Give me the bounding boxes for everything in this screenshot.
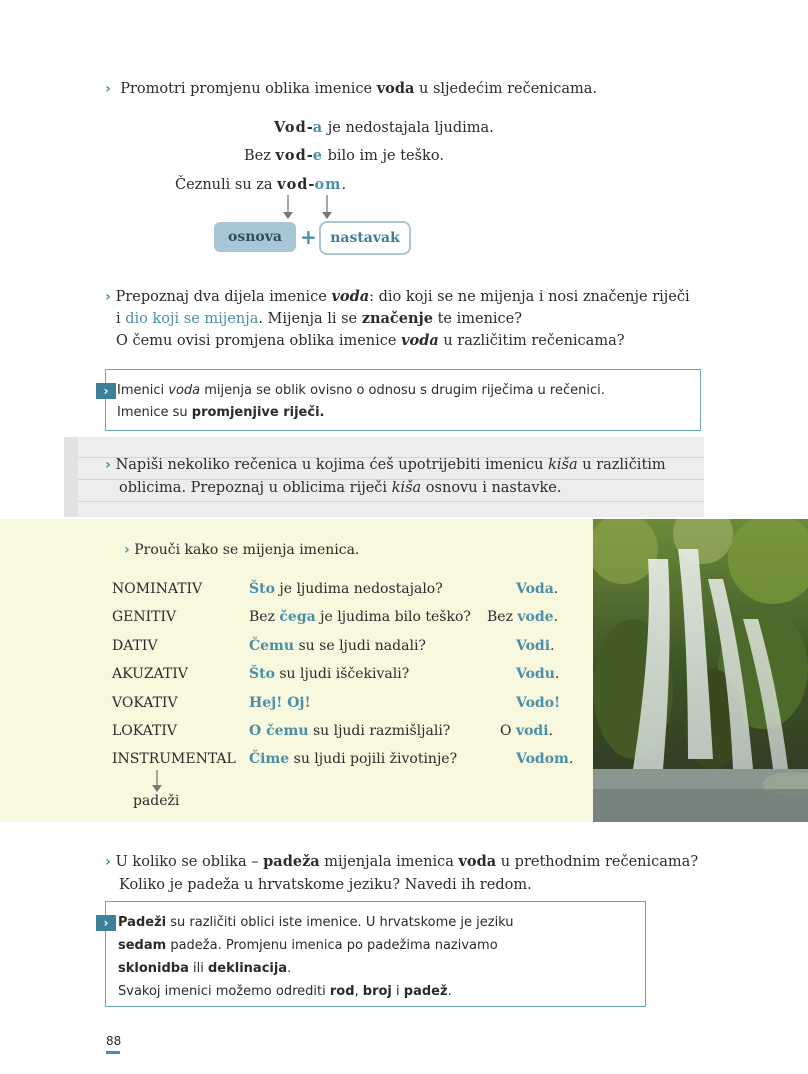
- note-text: .: [287, 961, 292, 976]
- answer-word: Vodom: [516, 751, 569, 767]
- answer-word: Vodo!: [516, 695, 561, 711]
- note-text: padeža. Promjenu imenica po padežima nazivamo: [166, 938, 498, 953]
- sentence-post: bilo im je teško.: [323, 148, 444, 164]
- question-word: Čime: [249, 751, 290, 767]
- answer-post: .: [568, 751, 574, 767]
- note-text: ili: [188, 961, 208, 976]
- q2-bold: padeža: [263, 853, 320, 870]
- question-word: čega: [279, 609, 316, 625]
- question-text: je ljudima nedostajalo?: [274, 581, 443, 597]
- case-label: NOMINATIV: [112, 581, 203, 597]
- intro-word: voda: [376, 80, 415, 97]
- task-line: osnovu i nastavke.: [421, 480, 562, 496]
- task-text: [105, 454, 666, 500]
- answer-post: .: [553, 609, 559, 625]
- page-number-underline: [106, 1051, 120, 1054]
- example-sentence-2: Bez vod-e bilo im je teško.: [244, 147, 444, 164]
- question-2: [105, 850, 698, 897]
- note-box-2: [105, 901, 646, 1007]
- answer-post: .: [548, 723, 553, 739]
- question-word: Što: [249, 666, 275, 682]
- q2-text: U koliko se oblika –: [115, 854, 264, 870]
- question-text: su ljudi pojili životinje?: [289, 751, 458, 767]
- question-text: su se ljudi nadali?: [294, 638, 426, 654]
- note-text: i: [391, 984, 404, 999]
- note-bold: promjenjive riječi.: [191, 405, 325, 420]
- q1-text: : dio koji se ne mijenja i nosi značenje riječi: [369, 289, 690, 305]
- chevron-icon: ›: [105, 854, 111, 870]
- case-label: GENITIV: [112, 609, 177, 625]
- q1-text: te imenice?: [432, 311, 523, 327]
- task-line: Napiši nekoliko rečenica u kojima ćeš upotrijebiti imenicu: [115, 457, 549, 473]
- answer-word: Vodi: [516, 638, 551, 654]
- q1-word: voda: [331, 288, 370, 305]
- intro-text-end: u sljedećim rečenicama.: [414, 81, 598, 97]
- note-chevron-icon: ›: [96, 383, 116, 399]
- task-word: kiša: [548, 457, 578, 473]
- answer-word: Vodu: [516, 666, 555, 682]
- q2-line-2: Koliko je padeža u hrvatskome jeziku? Navedi ih redom.: [119, 877, 532, 893]
- task-word: kiša: [391, 480, 422, 496]
- answer-pre: Bez: [487, 609, 518, 625]
- sentence-stem: Vod: [274, 119, 307, 136]
- question-pre: Bez: [249, 609, 280, 625]
- sentence-ending: om: [314, 176, 342, 193]
- answer-post: .: [550, 638, 555, 654]
- chevron-icon: ›: [105, 457, 111, 473]
- answer-word: Voda: [516, 581, 554, 597]
- q2-text: u prethodnim rečenicama?: [496, 854, 699, 870]
- note-text: .: [447, 984, 452, 999]
- sentence-stem: vod: [277, 176, 309, 193]
- note-chevron-icon: ›: [96, 915, 116, 931]
- note-bold: broj: [362, 984, 392, 999]
- task-line: oblicima. Prepoznaj u oblicima riječi: [119, 480, 392, 496]
- note-text: Imenici: [117, 383, 169, 398]
- sentence-pre: Bez: [244, 148, 276, 164]
- arrow-head: [322, 212, 332, 219]
- answer-pre: O: [500, 723, 516, 739]
- arrows-graphic: [280, 193, 340, 223]
- question-1: [105, 286, 690, 352]
- case-label: DATIV: [112, 638, 158, 654]
- chevron-icon: ›: [124, 542, 130, 558]
- q1-text: . Mijenja li se: [258, 311, 362, 327]
- case-label: AKUZATIV: [112, 666, 188, 682]
- question-text: su ljudi razmišljali?: [308, 723, 451, 739]
- note-bold: deklinacija: [207, 961, 288, 976]
- case-label: LOKATIV: [112, 723, 177, 739]
- page-number: 88: [106, 1034, 122, 1048]
- chevron-icon: ›: [105, 289, 111, 305]
- ending-pill: nastavak: [319, 221, 411, 255]
- q1-highlight: dio koji se mijenja: [125, 311, 259, 327]
- note-text: Svakoj imenici možemo odrediti: [118, 984, 330, 999]
- question-text: su ljudi iščekivali?: [274, 666, 410, 682]
- sentence-stem: vod: [275, 147, 307, 164]
- q1-text: u različitim rečenicama?: [438, 333, 625, 349]
- arrow-head: [152, 785, 162, 792]
- declension-intro: [124, 542, 359, 558]
- question-word: O čemu: [249, 723, 309, 739]
- task-line: u različitim: [577, 457, 666, 473]
- sentence-post: .: [341, 177, 347, 193]
- note-box-1: [105, 369, 701, 431]
- note-text: su različiti oblici iste imenice. U hrvatskome je jeziku: [166, 915, 514, 930]
- cases-label: padeži: [133, 793, 180, 809]
- question-word: Čemu: [249, 638, 295, 654]
- sentence-ending: a: [312, 119, 324, 136]
- note-text: Imenice su: [117, 405, 192, 420]
- note-bold: padež: [403, 984, 448, 999]
- q1-text: O čemu ovisi promjena oblika imenice: [116, 333, 402, 349]
- note-word: voda: [168, 383, 201, 398]
- intro-line: [105, 80, 597, 97]
- question-word: Hej! Oj!: [249, 695, 311, 711]
- arrow-head: [283, 212, 293, 219]
- q2-text: mijenjala imenica: [319, 854, 459, 870]
- note-bold: sklonidba: [118, 961, 189, 976]
- example-sentence-3: Čeznuli su za vod-om.: [175, 176, 347, 193]
- answer-post: .: [554, 666, 560, 682]
- q2-word: voda: [458, 853, 497, 870]
- example-sentence-1: Vod-a je nedostajala ljudima.: [274, 119, 494, 136]
- sentence-pre: Čeznuli su za: [175, 177, 278, 193]
- note-text: ,: [354, 984, 363, 999]
- note-bold: Padeži: [118, 915, 167, 930]
- q1-word: voda: [401, 332, 439, 349]
- chevron-icon: ›: [105, 81, 111, 97]
- note-bold: rod: [329, 984, 355, 999]
- sentence-post: je nedostajala ljudima.: [323, 120, 494, 136]
- answer-word: vode: [517, 609, 554, 625]
- question-word: Što: [249, 581, 275, 597]
- sentence-ending: e: [312, 147, 324, 164]
- declension-intro-text: Prouči kako se mijenja imenica.: [134, 542, 360, 558]
- stem-pill: osnova: [214, 222, 296, 252]
- answer-word: vodi: [515, 723, 549, 739]
- note-1-text: [117, 380, 605, 424]
- question-text: je ljudima bilo teško?: [315, 609, 471, 625]
- plus-sign: +: [300, 225, 317, 249]
- note-bold: sedam: [118, 938, 167, 953]
- answer-post: .: [553, 581, 559, 597]
- intro-text: Promotri promjenu oblika imenice: [120, 81, 377, 97]
- waterfall-photo: [593, 519, 808, 822]
- case-label: VOKATIV: [112, 695, 178, 711]
- case-label: INSTRUMENTAL: [112, 751, 236, 767]
- q1-text: i: [116, 311, 126, 327]
- q1-bold: značenje: [361, 310, 433, 327]
- q1-text: Prepoznaj dva dijela imenice: [115, 289, 332, 305]
- note-text: mijenja se oblik ovisno o odnosu s drugim riječima u rečenici.: [200, 383, 605, 398]
- note-2-text: [118, 911, 514, 1003]
